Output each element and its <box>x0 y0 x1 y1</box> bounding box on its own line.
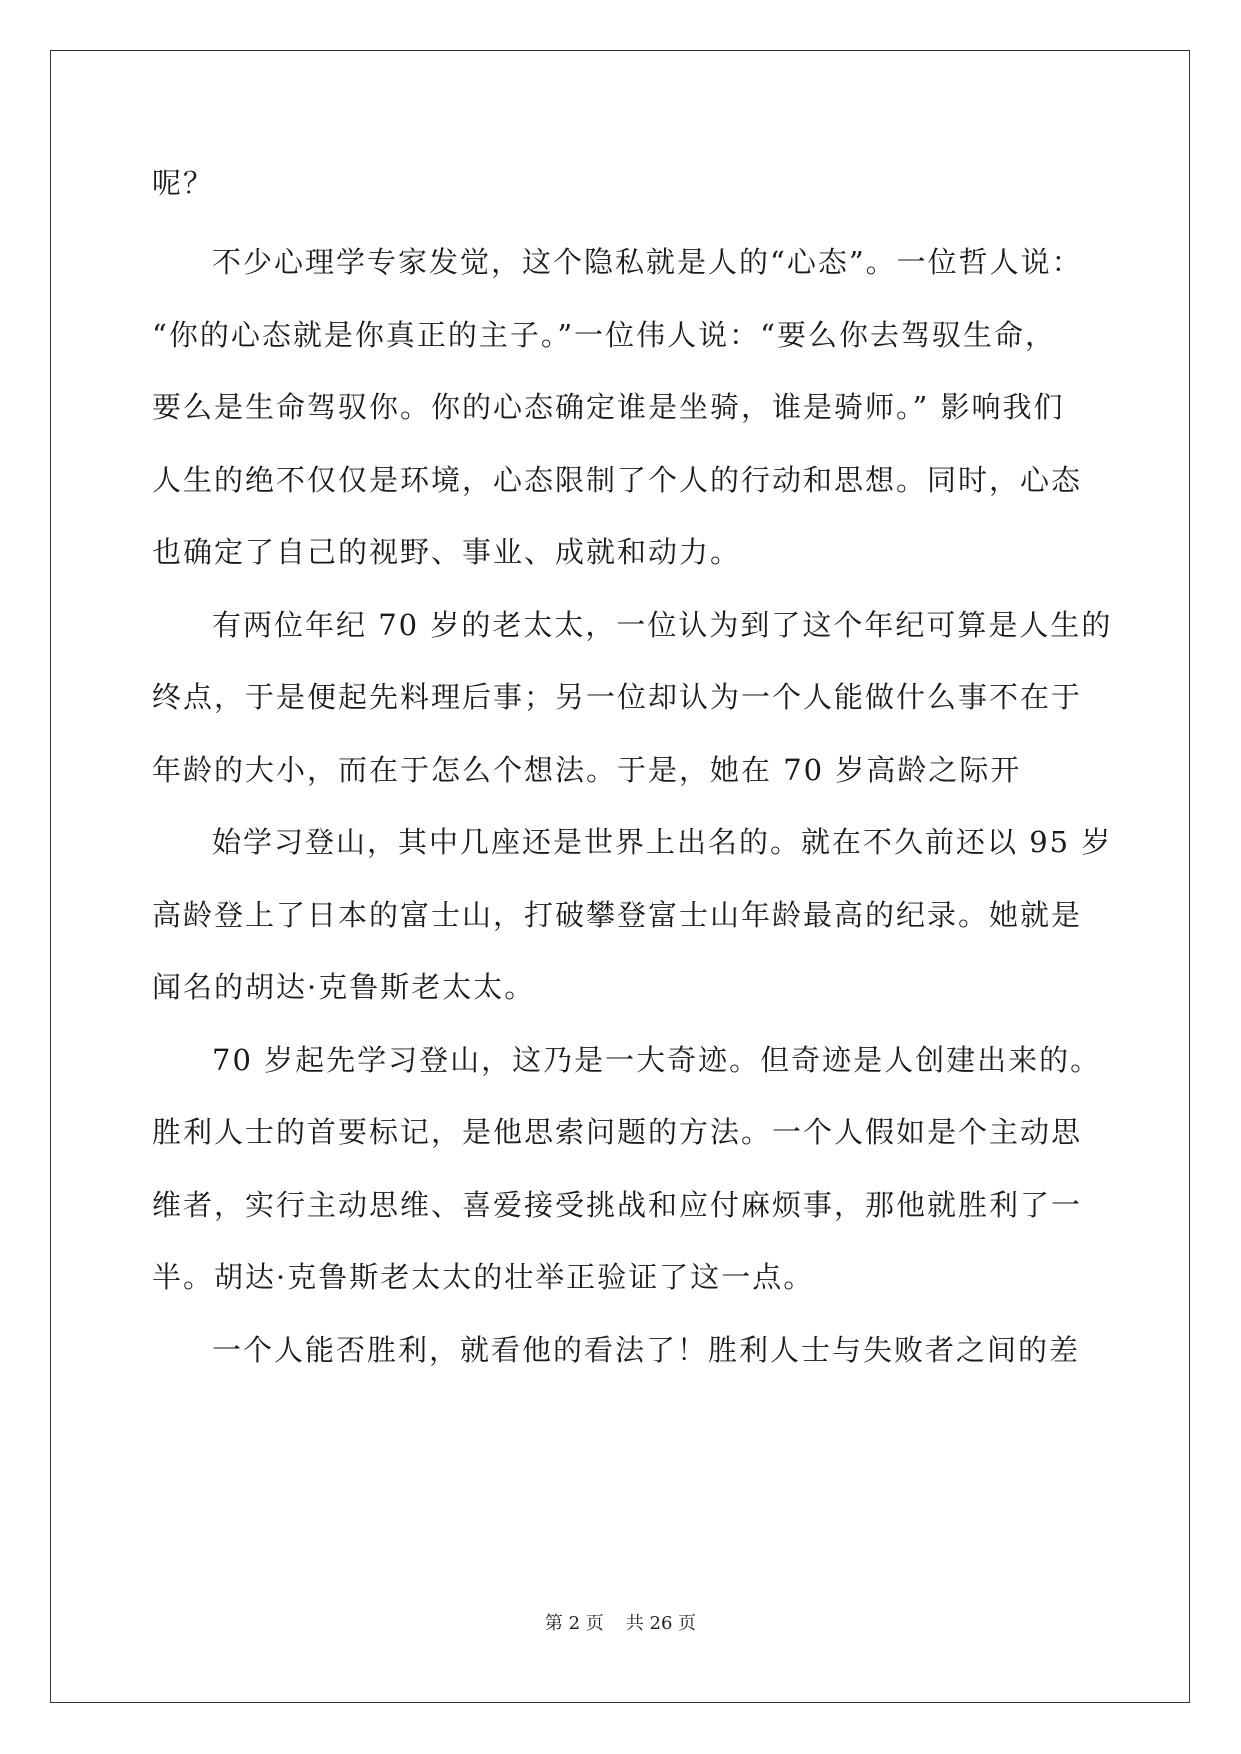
text-line: 不少心理学专家发觉，这个隐私就是人的“心态”。一位哲人说： <box>212 245 1083 279</box>
text-line: “你的心态就是你真正的主子。”一位伟人说：“要么你去驾驭生命， <box>152 318 1056 352</box>
text-line: 年龄的大小，而在于怎么个想法。于是，她在 70 岁高龄之际开 <box>152 753 1022 787</box>
text-line: 终点，于是便起先料理后事；另一位却认为一个人能做什么事不在于 <box>152 680 1083 714</box>
page-border <box>50 50 1190 1703</box>
text-line: 70 岁起先学习登山，这乃是一大奇迹。但奇迹是人创建出来的。 <box>212 1043 1102 1077</box>
text-line: 人生的绝不仅仅是环境，心态限制了个人的行动和思想。同时，心态 <box>152 463 1083 497</box>
text-line: 始学习登山，其中几座还是世界上出名的。就在不久前还以 95 岁 <box>212 825 1113 859</box>
page-footer <box>0 1612 1241 1636</box>
text-line: 维者，实行主动思维、喜爱接受挑战和应付麻烦事，那他就胜利了一 <box>152 1188 1083 1222</box>
text-line: 胜利人士的首要标记，是他思索问题的方法。一个人假如是个主动思 <box>152 1115 1083 1149</box>
page-total: 共 26 页 <box>625 1613 697 1634</box>
text-line: 有两位年纪 70 岁的老太太，一位认为到了这个年纪可算是人生的 <box>212 608 1113 642</box>
text-line: 要么是生命驾驭你。你的心态确定谁是坐骑，谁是骑师。” 影响我们 <box>152 390 1065 424</box>
text-line: 半。胡达·克鲁斯老太太的壮举正验证了这一点。 <box>152 1260 815 1294</box>
text-line: 一个人能否胜利，就看他的看法了！胜利人士与失败者之间的差 <box>212 1333 1081 1367</box>
text-line: 高龄登上了日本的富士山，打破攀登富士山年龄最高的纪录。她就是 <box>152 898 1083 932</box>
page-number: 第 2 页 <box>544 1613 604 1634</box>
text-line: 闻名的胡达·克鲁斯老太太。 <box>152 970 536 1004</box>
text-line: 呢？ <box>152 166 215 200</box>
text-line: 也确定了自己的视野、事业、成就和动力。 <box>152 535 742 569</box>
